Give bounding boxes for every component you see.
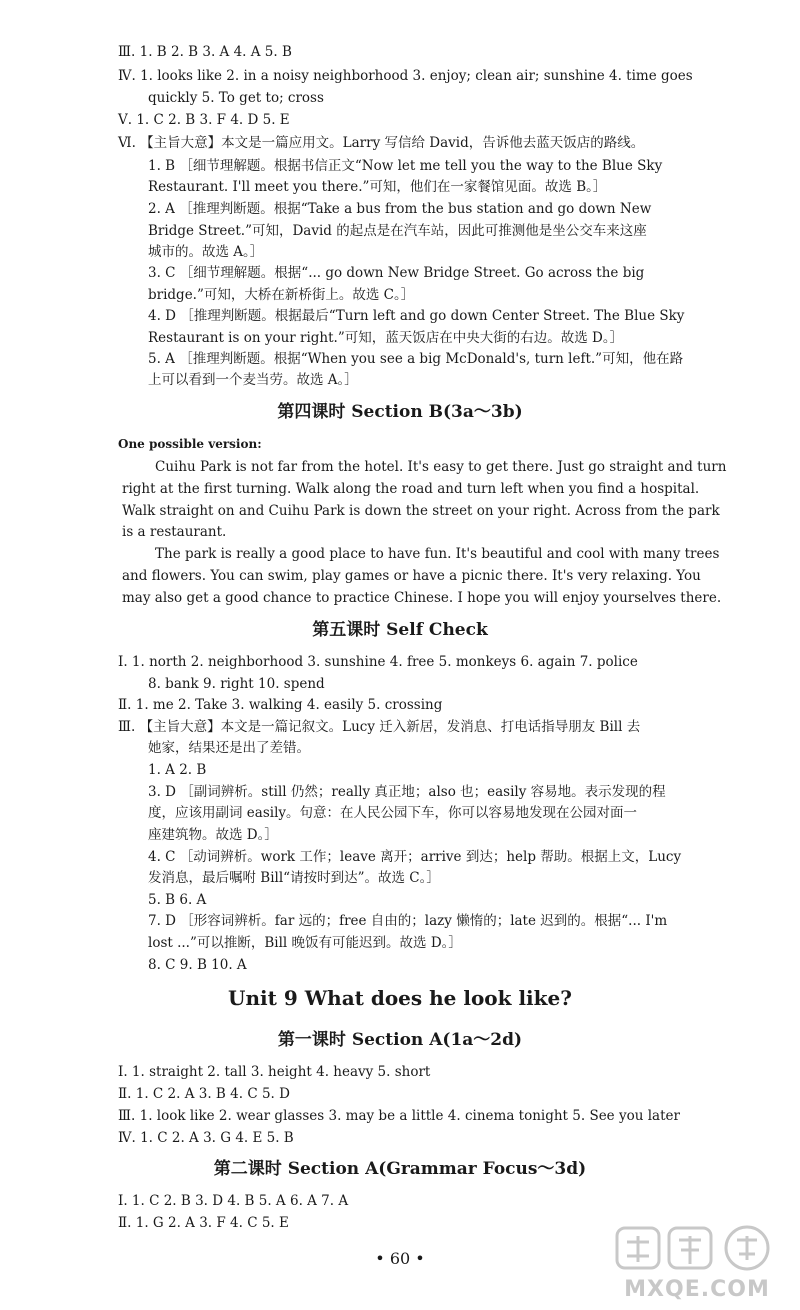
essay-line: and flowers. You can swim, play games or have a picnic there. It's very relaxing. You bbox=[122, 568, 701, 584]
answer-line: Bridge Street.”可知，David 的起点是在汽车站，因此可推测他是坐公交车来这座 bbox=[148, 223, 647, 239]
essay-line: Walk straight on and Cuihu Park is down the street on your right. Across from the park bbox=[122, 503, 720, 519]
answer-line: Ⅰ. 1. straight 2. tall 3. height 4. heavy 5. short bbox=[118, 1064, 431, 1080]
answer-line: 7. D ［形容词辨析。far 远的；free 自由的；lazy 懒惰的；late 迟到的。根据“... I'm bbox=[148, 913, 668, 929]
possible-version-label: One possible version: bbox=[118, 437, 262, 451]
page-number: • 60 • bbox=[375, 1249, 425, 1268]
section-heading: 第一课时 Section A(1a～2d) bbox=[277, 1030, 523, 1050]
answer-line: Ⅲ. 【主旨大意】本文是一篇记叙文。Lucy 迁入新居，发消息、打电话指导朋友 Bill 去 bbox=[118, 719, 641, 735]
answer-line: Ⅱ. 1. C 2. A 3. B 4. C 5. D bbox=[118, 1086, 290, 1102]
answer-line: 8. bank 9. right 10. spend bbox=[148, 676, 325, 692]
unit-title: Unit 9 What does he look like? bbox=[228, 986, 572, 1010]
answer-line: Ⅲ. 1. B 2. B 3. A 4. A 5. B bbox=[118, 44, 292, 60]
answer-line: 5. A ［推理判断题。根据“When you see a big McDonald's, turn left.”可知，他在路 bbox=[148, 351, 684, 367]
answer-line: 1. A 2. B bbox=[148, 762, 207, 778]
answer-line: bridge.”可知，大桥在新桥街上。故选 C。］ bbox=[148, 287, 415, 303]
section-heading: 第四课时 Section B(3a～3b) bbox=[277, 402, 523, 422]
answer-line: Ⅰ. 1. C 2. B 3. D 4. B 5. A 6. A 7. A bbox=[118, 1193, 349, 1209]
answer-line: Ⅳ. 1. C 2. A 3. G 4. E 5. B bbox=[118, 1130, 294, 1146]
essay-line: may also get a good chance to practice Chinese. I hope you will enjoy yourselves there. bbox=[122, 590, 722, 606]
essay-line: Cuihu Park is not far from the hotel. It's easy to get there. Just go straight and turn bbox=[155, 459, 727, 475]
answer-line: 5. B 6. A bbox=[148, 892, 207, 908]
answer-line: Ⅵ. 【主旨大意】本文是一篇应用文。Larry 写信给 David，告诉他去蓝天饭店的路线。 bbox=[118, 135, 645, 151]
answer-line: 4. D ［推理判断题。根据最后“Turn left and go down Center Street. The Blue Sky bbox=[148, 308, 685, 324]
answer-line: 1. B ［细节理解题。根据书信正文“Now let me tell you the way to the Blue Sky bbox=[148, 158, 663, 174]
answer-line: 她家，结果还是出了差错。 bbox=[148, 740, 310, 756]
section-heading: 第五课时 Self Check bbox=[312, 620, 488, 640]
answer-line: 度，应该用副词 easily。句意：在人民公园下车，你可以容易地发现在公园对面一 bbox=[148, 805, 638, 821]
answer-line: quickly 5. To get to; cross bbox=[148, 90, 324, 106]
essay-line: right at the first turning. Walk along the road and turn left when you find a hospital. bbox=[122, 481, 700, 497]
answer-line: 城市的。故选 A。］ bbox=[148, 244, 264, 260]
answer-line: Ⅲ. 1. look like 2. wear glasses 3. may be a little 4. cinema tonight 5. See you later bbox=[118, 1108, 680, 1124]
answer-line: 4. C ［动词辨析。work 工作；leave 离开；arrive 到达；help 帮助。根据上文，Lucy bbox=[148, 849, 682, 865]
answer-line: 3. D ［副词辨析。still 仍然；really 真正地；also 也；easily 容易地。表示发现的程 bbox=[148, 784, 666, 800]
answer-line: 座建筑物。故选 D。］ bbox=[148, 827, 278, 843]
watermark-logo bbox=[597, 1224, 792, 1304]
essay-line: is a restaurant. bbox=[122, 524, 227, 540]
section-heading: 第二课时 Section A(Grammar Focus～3d) bbox=[213, 1159, 587, 1179]
answer-line: 8. C 9. B 10. A bbox=[148, 957, 247, 973]
answer-line: 3. C ［细节理解题。根据“... go down New Bridge Street. Go across the big bbox=[148, 265, 645, 281]
answer-line: Ⅱ. 1. me 2. Take 3. walking 4. easily 5. crossing bbox=[118, 697, 443, 713]
answer-line: 2. A ［推理判断题。根据“Take a bus from the bus station and go down New bbox=[148, 201, 652, 217]
answer-line: Ⅱ. 1. G 2. A 3. F 4. C 5. E bbox=[118, 1215, 289, 1231]
answer-line: Restaurant is on your right.”可知，蓝天饭店在中央大街的右边。故选 D。］ bbox=[148, 330, 624, 346]
answer-line: Ⅰ. 1. north 2. neighborhood 3. sunshine 4. free 5. monkeys 6. again 7. police bbox=[118, 654, 638, 670]
answer-line: 发消息，最后嘱咐 Bill“请按时到达”。故选 C。］ bbox=[148, 870, 440, 886]
essay-line: The park is really a good place to have fun. It's beautiful and cool with many trees bbox=[155, 546, 720, 562]
answer-line: lost ...”可以推断，Bill 晚饭有可能迟到。故选 D。］ bbox=[148, 935, 462, 951]
answer-line: 上可以看到一个麦当劳。故选 A。］ bbox=[148, 372, 358, 388]
answer-line: Ⅴ. 1. C 2. B 3. F 4. D 5. E bbox=[118, 112, 290, 128]
answer-line: Ⅳ. 1. looks like 2. in a noisy neighborhood 3. enjoy; clean air; sunshine 4. time goes bbox=[118, 68, 693, 84]
answer-line: Restaurant. I'll meet you there.”可知，他们在一家餐馆见面。故选 B。］ bbox=[148, 179, 607, 195]
watermark-text: MXQE.COM bbox=[624, 1277, 770, 1302]
